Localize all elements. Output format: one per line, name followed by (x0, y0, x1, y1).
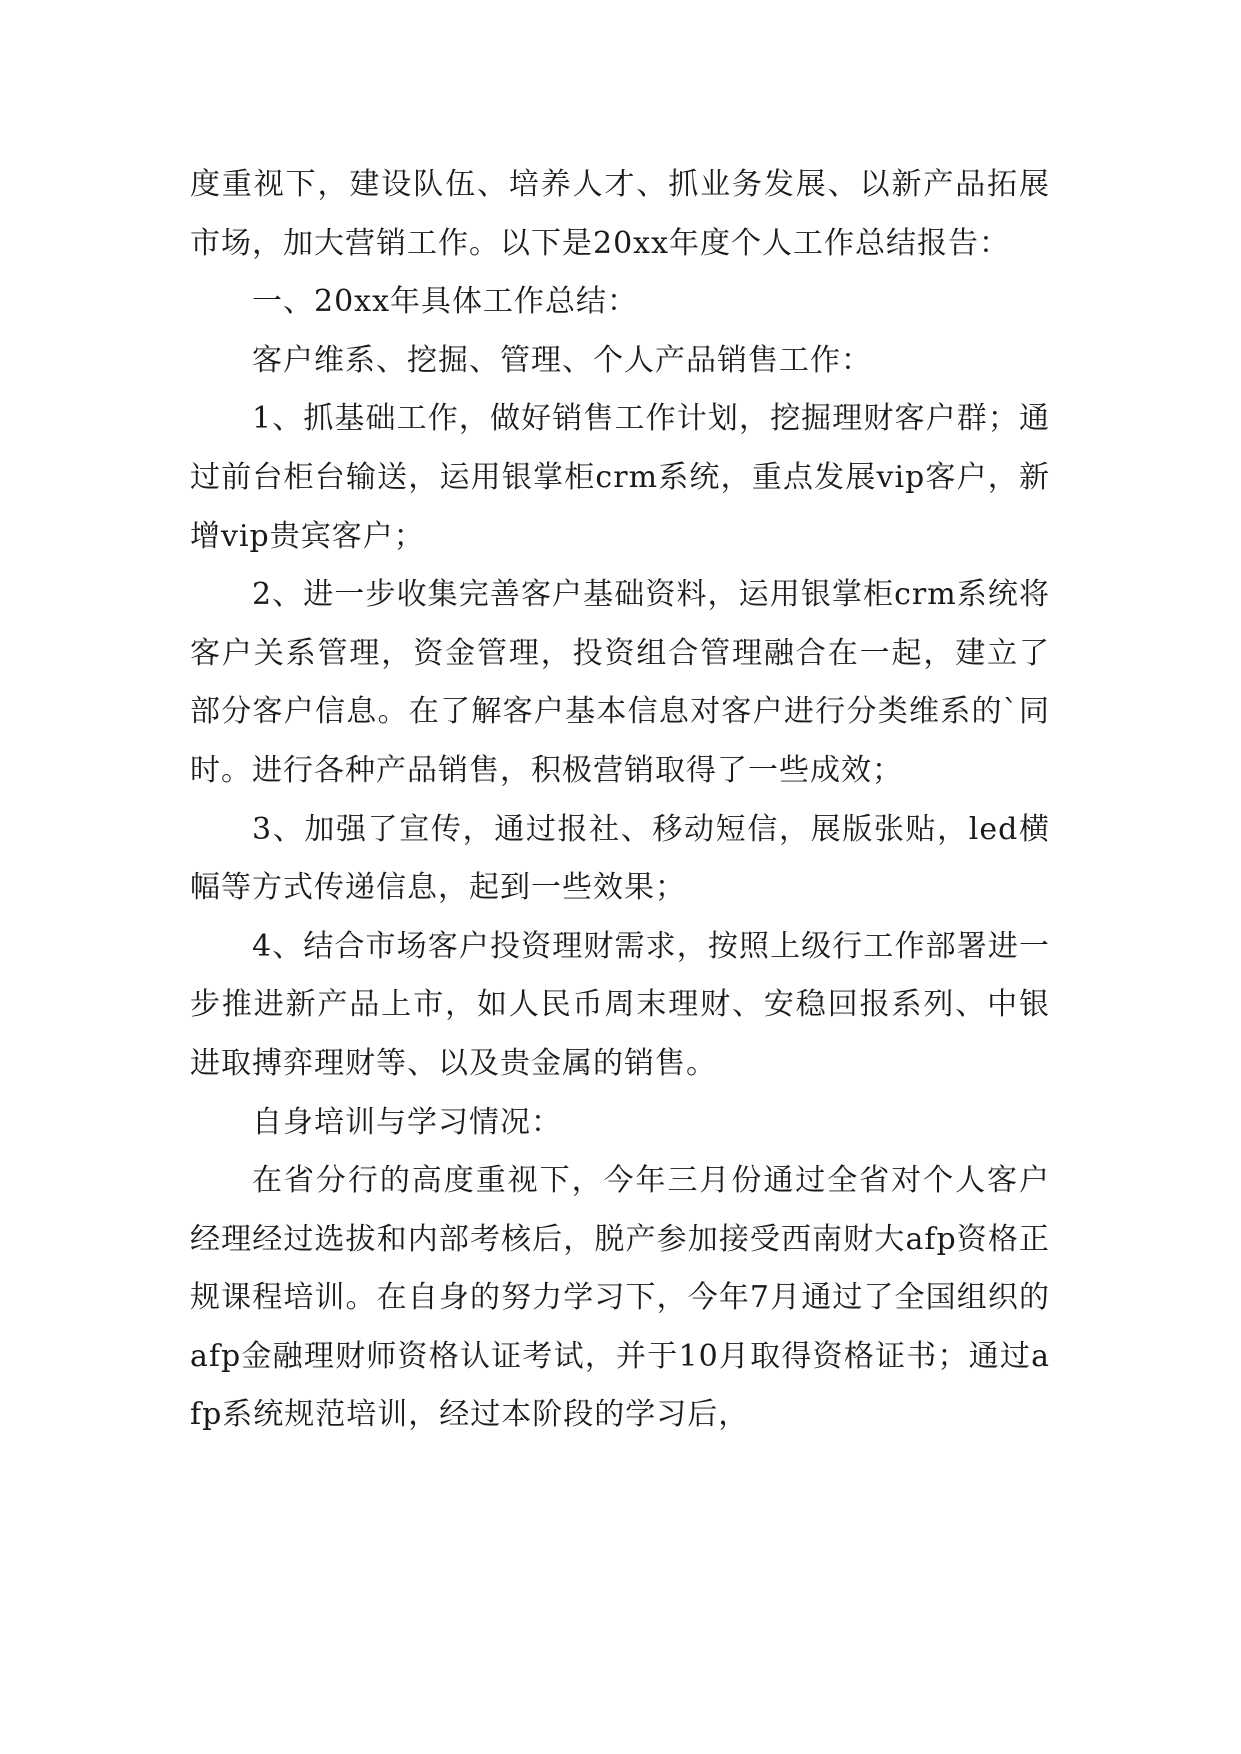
subheading-customer-work: 客户维系、挖掘、管理、个人产品销售工作： (252, 342, 872, 378)
paragraph-item-1: 1、抓基础工作，做好销售工作计划，挖掘理财客户群；通过前台柜台输送，运用银掌柜crm系统，重点发展vip客户，新增vip贵宾客户； (190, 401, 1050, 554)
paragraph-intro-continued: 度重视下，建设队伍、培养人才、抓业务发展、以新产品拓展市场，加大营销工作。以下是20xx年度个人工作总结报告： (190, 167, 1050, 261)
document-body (190, 156, 1050, 1445)
section-heading-work-summary: 一、20xx年具体工作总结： (252, 284, 639, 320)
subheading-training: 自身培训与学习情况： (252, 1104, 562, 1140)
paragraph-item-2: 2、进一步收集完善客户基础资料，运用银掌柜crm系统将客户关系管理，资金管理，投资组合管理融合在一起，建立了部分客户信息。在了解客户基本信息对客户进行分类维系的`同时。进行各种产品销售，积极营销取得了一些成效； (190, 577, 1050, 788)
paragraph-training: 在省分行的高度重视下，今年三月份通过全省对个人客户经理经过选拔和内部考核后，脱产参加接受西南财大afp资格正规课程培训。在自身的努力学习下，今年7月通过了全国组织的afp金融理财师资格认证考试，并于10月取得资格证书；通过afp系统规范培训，经过本阶段的学习后， (190, 1163, 1050, 1433)
paragraph-item-4: 4、结合市场客户投资理财需求，按照上级行工作部署进一步推进新产品上市，如人民币周末理财、安稳回报系列、中银进取搏弈理财等、以及贵金属的销售。 (190, 928, 1050, 1081)
paragraph-item-3: 3、加强了宣传，通过报社、移动短信，展版张贴，led横幅等方式传递信息，起到一些效果； (190, 811, 1050, 906)
